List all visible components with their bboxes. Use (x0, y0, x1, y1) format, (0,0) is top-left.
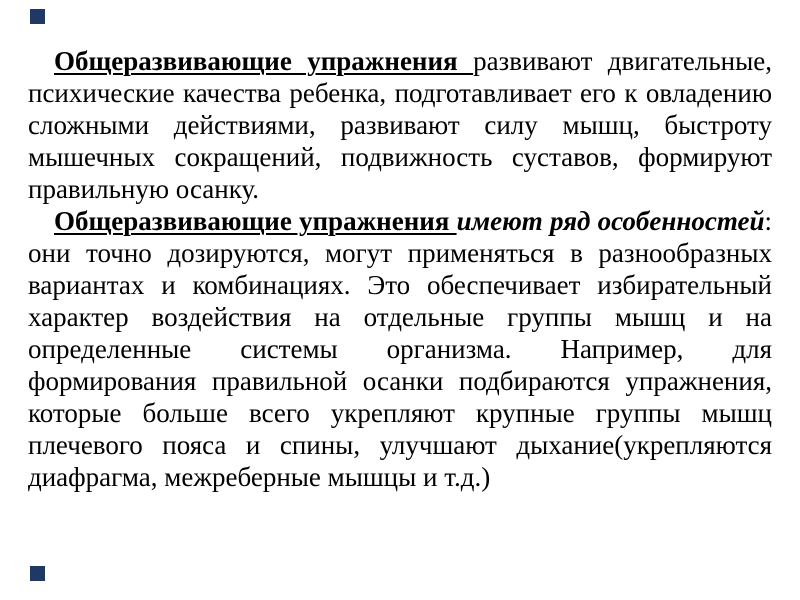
paragraph-2 (28, 205, 772, 493)
decoration-square-bottom-left (30, 566, 45, 581)
slide-body-text (28, 45, 772, 493)
decoration-square-top-left (30, 9, 45, 24)
paragraph-2-lead-bold-underline: Общеразвивающие упражнения (54, 206, 457, 236)
paragraph-2-emphasis-bold-italic: имеют ряд особенностей (456, 206, 765, 236)
paragraph-1-body: развивают двигательные, психические качества ребенка, подготавливает его к овладению сложными действиями, развивают силу мышц, быстроту мышечных сокращений, подвижность суставов, формируют правильную осанку. (28, 46, 772, 204)
paragraph-2-separator: : (764, 206, 772, 236)
paragraph-2-body: они точно дозируются, могут применяться в разнообразных вариантах и комбинациях. Это обеспечивает избирательный характер воздействия на отдельные группы мышц и на определенные системы организма. Например, для формирования правильной осанки подбираются упражнения, которые больше всего укрепляют крупные группы мышц плечевого пояса и спины, улучшают дыхание(укрепляются диафрагма, межреберные мышцы и т.д.) (28, 238, 772, 492)
paragraph-1 (28, 45, 772, 205)
paragraph-1-lead-bold-underline: Общеразвивающие упражнения (54, 46, 474, 76)
